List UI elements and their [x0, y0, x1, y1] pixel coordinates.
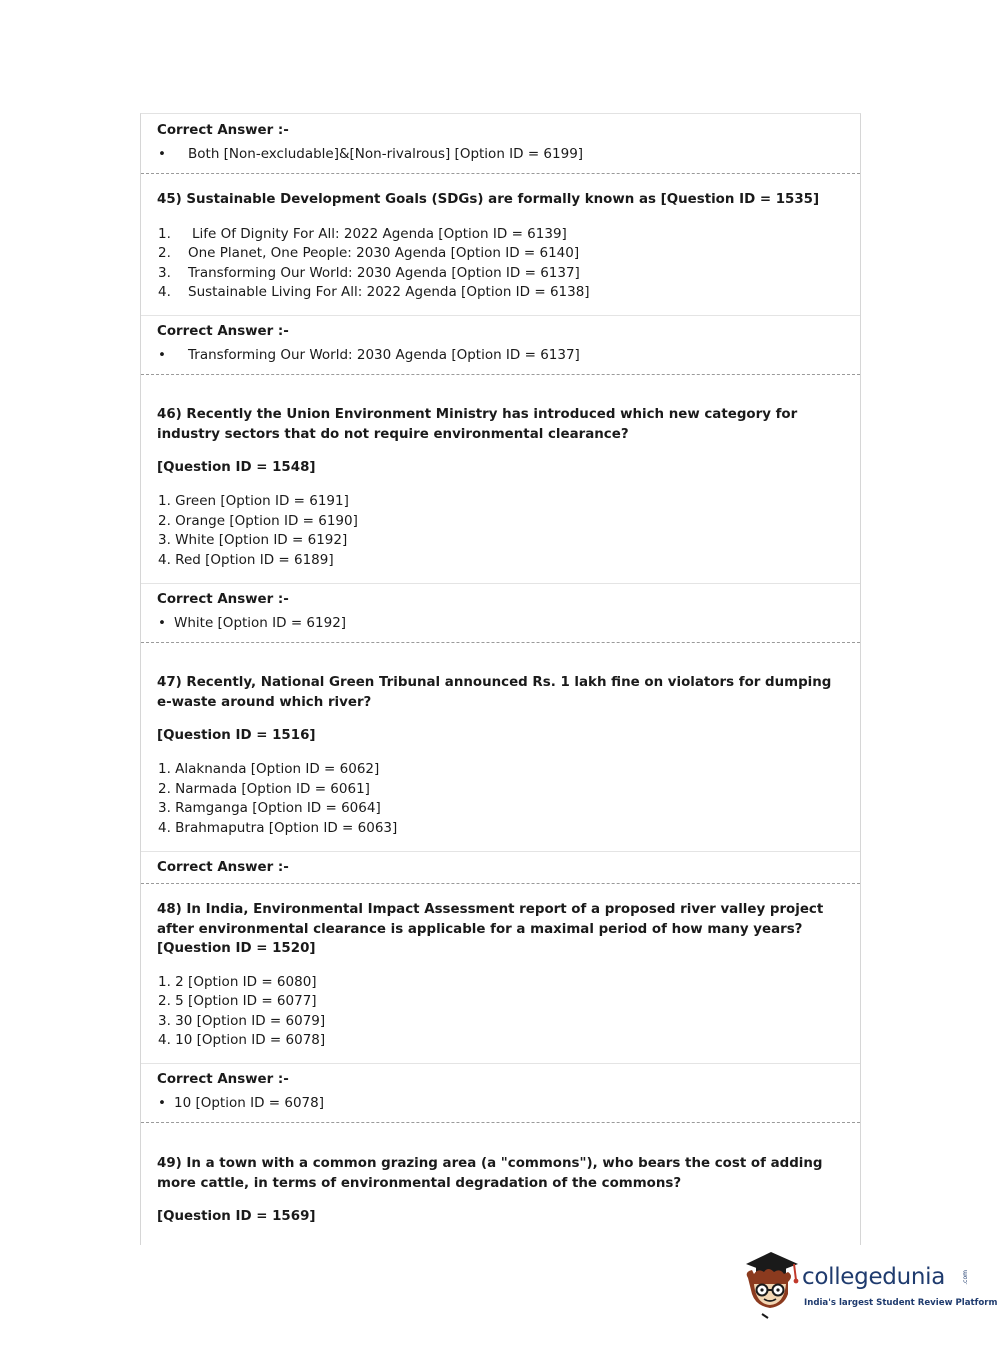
question-divider — [141, 1122, 860, 1123]
question-46-text: 46) Recently the Union Environment Ministry has introduced which new category for industry sectors that do not require environmental clearance? — [157, 407, 798, 442]
option-item: 1. 2 [Option ID = 6080] — [158, 974, 317, 990]
correct-answer-label: Correct Answer :- — [157, 592, 289, 607]
mascot-icon — [738, 1248, 804, 1320]
question-id: [Question ID = 1548] — [157, 460, 316, 475]
option-item: 3. Ramganga [Option ID = 6064] — [158, 800, 381, 816]
correct-answer-label: Correct Answer :- — [157, 324, 289, 339]
section-divider — [141, 583, 860, 584]
question-45-text: 45) Sustainable Development Goals (SDGs) are formally known as [Question ID = 1535] — [157, 192, 820, 207]
question-id: [Question ID = 1569] — [157, 1209, 316, 1224]
option-item: One Planet, One People: 2030 Agenda [Option ID = 6140] — [188, 245, 580, 261]
document-page — [140, 113, 861, 1245]
option-item: 4. 10 [Option ID = 6078] — [158, 1032, 326, 1048]
question-id: [Question ID = 1516] — [157, 728, 316, 743]
option-number: 2. — [158, 245, 171, 261]
option-item: 3. 30 [Option ID = 6079] — [158, 1013, 326, 1029]
answer-bullet: • — [158, 146, 166, 162]
section-divider — [141, 851, 860, 852]
option-item: Transforming Our World: 2030 Agenda [Option ID = 6137] — [188, 265, 580, 281]
correct-answer: White [Option ID = 6192] — [174, 615, 347, 631]
correct-answer: Both [Non-excludable]&[Non-rivalrous] [Option ID = 6199] — [188, 146, 584, 162]
question-divider — [141, 173, 860, 174]
option-item: Life Of Dignity For All: 2022 Agenda [Option ID = 6139] — [192, 226, 567, 242]
correct-answer: Transforming Our World: 2030 Agenda [Option ID = 6137] — [188, 347, 580, 363]
answer-bullet: • — [158, 1095, 166, 1111]
brand-suffix: .com — [962, 1270, 969, 1285]
answer-bullet: • — [158, 347, 166, 363]
option-item: 2. 5 [Option ID = 6077] — [158, 993, 317, 1009]
option-number: 1. — [158, 226, 171, 242]
section-divider — [141, 315, 860, 316]
option-number: 4. — [158, 284, 171, 300]
correct-answer-label: Correct Answer :- — [157, 123, 289, 138]
question-48-text: 48) In India, Environmental Impact Assessment report of a proposed river valley project after environmental clearance is applicable for a maximal period of how many years? [Question ID = 1520] — [157, 902, 824, 956]
section-divider — [141, 1063, 860, 1064]
option-item: 2. Narmada [Option ID = 6061] — [158, 781, 370, 797]
option-item: 2. Orange [Option ID = 6190] — [158, 513, 358, 529]
question-49-text: 49) In a town with a common grazing area (a "commons"), who bears the cost of adding more cattle, in terms of environmental degradation of the commons? — [157, 1156, 823, 1191]
option-item: 4. Red [Option ID = 6189] — [158, 552, 334, 568]
option-item: Sustainable Living For All: 2022 Agenda [Option ID = 6138] — [188, 284, 590, 300]
question-divider — [141, 374, 860, 375]
option-item: 4. Brahmaputra [Option ID = 6063] — [158, 820, 398, 836]
option-number: 3. — [158, 265, 171, 281]
collegedunia-logo[interactable] — [738, 1248, 998, 1320]
correct-answer: 10 [Option ID = 6078] — [174, 1095, 324, 1111]
option-item: 1. Green [Option ID = 6191] — [158, 493, 349, 509]
question-divider — [141, 642, 860, 643]
correct-answer-label: Correct Answer :- — [157, 1072, 289, 1087]
brand-name: collegedunia — [802, 1264, 946, 1290]
correct-answer-label: Correct Answer :- — [157, 860, 289, 875]
question-divider — [141, 883, 860, 884]
answer-bullet: • — [158, 615, 166, 631]
option-item: 1. Alaknanda [Option ID = 6062] — [158, 761, 380, 777]
question-47-text: 47) Recently, National Green Tribunal announced Rs. 1 lakh fine on violators for dumping e-waste around which river? — [157, 675, 832, 710]
option-item: 3. White [Option ID = 6192] — [158, 532, 348, 548]
brand-tagline: India's largest Student Review Platform — [804, 1298, 998, 1308]
